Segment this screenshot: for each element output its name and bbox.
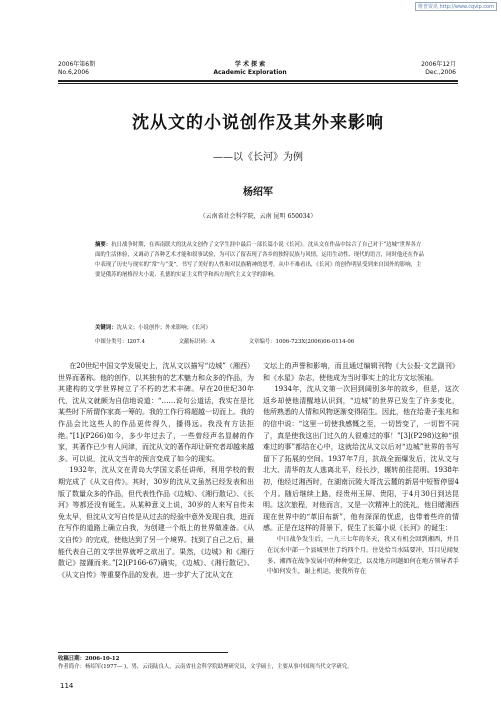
keywords [95, 323, 425, 331]
received-date: 收稿日期：2006-10-12 [58, 656, 120, 662]
article-title: 沈从文的小说创作及其外来影响 [132, 113, 384, 133]
abstract-label: 摘要： [95, 242, 112, 248]
journal-issue [58, 61, 95, 77]
paragraph: 1934年，沈从文第一次回到阔别多年的故乡，但是，这次返乡却使他清醒地认识到，“边城”的世界已发生了许多变化，他所熟悉的人情和风物逐渐变得陌生。因此，他在给妻子张兆和的信中说：“这里一切使我感慨之至，一切皆变了，一切皆不同了，真是使我这出门过久的人很难过的事！”[3](P298)这种“很难过的事”都结在心中，这就给沈从文以后对“边城”世界的书写留下了拓展的空间。1937年7月，抗战全面爆发后，沈从文与北大、清华的友人逃离北平，经长沙，辗转前往昆明。1938年初，他经过湘西时，在湖南沅陵大哥沈云麓的新居中短暂停留4个月。随后继续上路，经贵州玉屏、贵阳，于4月30日到达昆明。这次旅程，对他而言，又是一次精神上的洗礼，他目睹湘西现在世界中的“革旧布新”，他有深深的忧虑，也带着些许的情感。正是在这样的背景下，促生了长篇小说《长河》的诞生： [263, 385, 459, 533]
date-cn: 2006年12月 [421, 61, 456, 68]
keywords-text: 沈从文；小说创作；外来影响；《长河》 [116, 325, 211, 331]
header-rule [58, 80, 458, 82]
abstract-text: 抗日战争时期，在西南联大的沈从文创作了文学生涯中最后一部长篇小说《长河》。沈从文在作品中综合了自己对于“边城”世界各方面的生活体验，又调动了各种艺术才能和叙事试验，为可以了留表现了各乡的独特民族与风情，运用生动性、现代的语言，同时他还在作品中表现了历史与现实的“常”与“变”，书写了美好的人性和对民族精神的思考。从中不难看出，《长河》的创作明显受到来自国外的影响，主要是俄苏的屠格涅夫小说、孔德的实证主义哲学和西方现代主义文学的影响。 [95, 242, 424, 278]
body-column-right [263, 361, 459, 578]
journal-date [421, 61, 456, 77]
block-quote: 中日战争发生后，一九三七年的冬天，我又有机会回到湘西，并且在沅水中部一个县城里住了约四个月。住处恰当水陆要冲，耳目见闻复多，湘西在战争发展中的种种变迁，以及地方问题如何在地方领导者手中如何发生，谢上机运，使我所存在 [267, 535, 459, 576]
classification-meta [95, 337, 435, 345]
journal-name [180, 61, 320, 77]
abstract [95, 240, 425, 280]
issue-cn: 2006年第6期 [58, 61, 96, 68]
watermark: 维普资讯 http://www.cqvip.com [415, 2, 497, 11]
journal-name-cn: 学 术 探 索 [234, 61, 266, 68]
issue-en: No.6,2006 [58, 69, 89, 76]
author-name: 杨绍军 [243, 187, 273, 198]
paragraph: 在20世纪中国文学发展史上，沈从文以描写“边城”（湘西）世界而著称。他的创作，以其独有的艺术魅力和众多的作品，为其建构的文学世界树立了不朽的艺术丰碑。早在20世纪30年代，沈从文就颇为自信地说道：“……说句公道话，我实在是比某些时下所谓作家高一筹的。我的工作行将超越一切而上。我的作品会比这些人的作品更传得久，播得远。我没有方法拒绝。”[1](P266)如今，多少年过去了，一些曾经声名显赫的作家，其著作已少有人问津，而沈从文的著作却让研究者却越来越多。可以说，沈从文当年的预言变成了如今的现实。 [58, 362, 254, 463]
journal-name-en: Academic Exploration [213, 69, 287, 76]
author-bio: 作者简介：杨绍军(1977— )，男，云南陆良人，云南省社会科学院助理研究员，文学硕士，主要从事中国现当代文学研究。 [58, 664, 353, 670]
footnote [58, 655, 458, 671]
header-rule-thin [58, 83, 458, 84]
page-number: 114 [60, 682, 74, 690]
paragraph: 1932年，沈从文在青岛大学国文系任讲师，利用学校的假期完成了《从文自传》。其时，30岁的沈从文虽然已经发表和出版了数量众多的作品，但代表性作品《边城》、《湘行散记》、《长河》等都还没有诞生。从某种意义上说，30岁的人来写自传未免太早，但沈从文写自传是从过去的经验中意外发现自我，进而在写作的道路上确立自我，为创建一个纸上的世界做准备。《从文自传》的完成，使他达到了另一个境界。找到了自己之后，最能代表自己的文学世界就呼之欲出了。果然，《边城》和《湘行散记》接踵而来。”[2](P166-67)确实，《边城》、《湘行散记》、《从文自传》等重要作品的发表，进一步扩大了沈从文在 [58, 466, 254, 579]
paragraph: 文坛上的声誉和影响，而且通过编辑刊物《大公报·文艺副刊》和《水星》杂志，使他成为当时事实上的北方文坛领袖。 [263, 362, 459, 382]
author-affiliation: （云南省社会科学院，云南 昆明 650034） [199, 213, 317, 220]
date-en: Dec.,2006 [425, 69, 456, 76]
body-column-left [58, 361, 254, 581]
document-code: 文献标识码：A [178, 339, 215, 345]
article-subtitle: ——以《长河》为例 [213, 152, 303, 163]
footnote-rule [58, 652, 228, 653]
keywords-label: 关键词： [95, 325, 117, 331]
clc-number: 中图分类号：I207.4 [95, 339, 145, 345]
article-number: 文章编号：1006-723X(2006)06-0114-06 [248, 339, 355, 345]
